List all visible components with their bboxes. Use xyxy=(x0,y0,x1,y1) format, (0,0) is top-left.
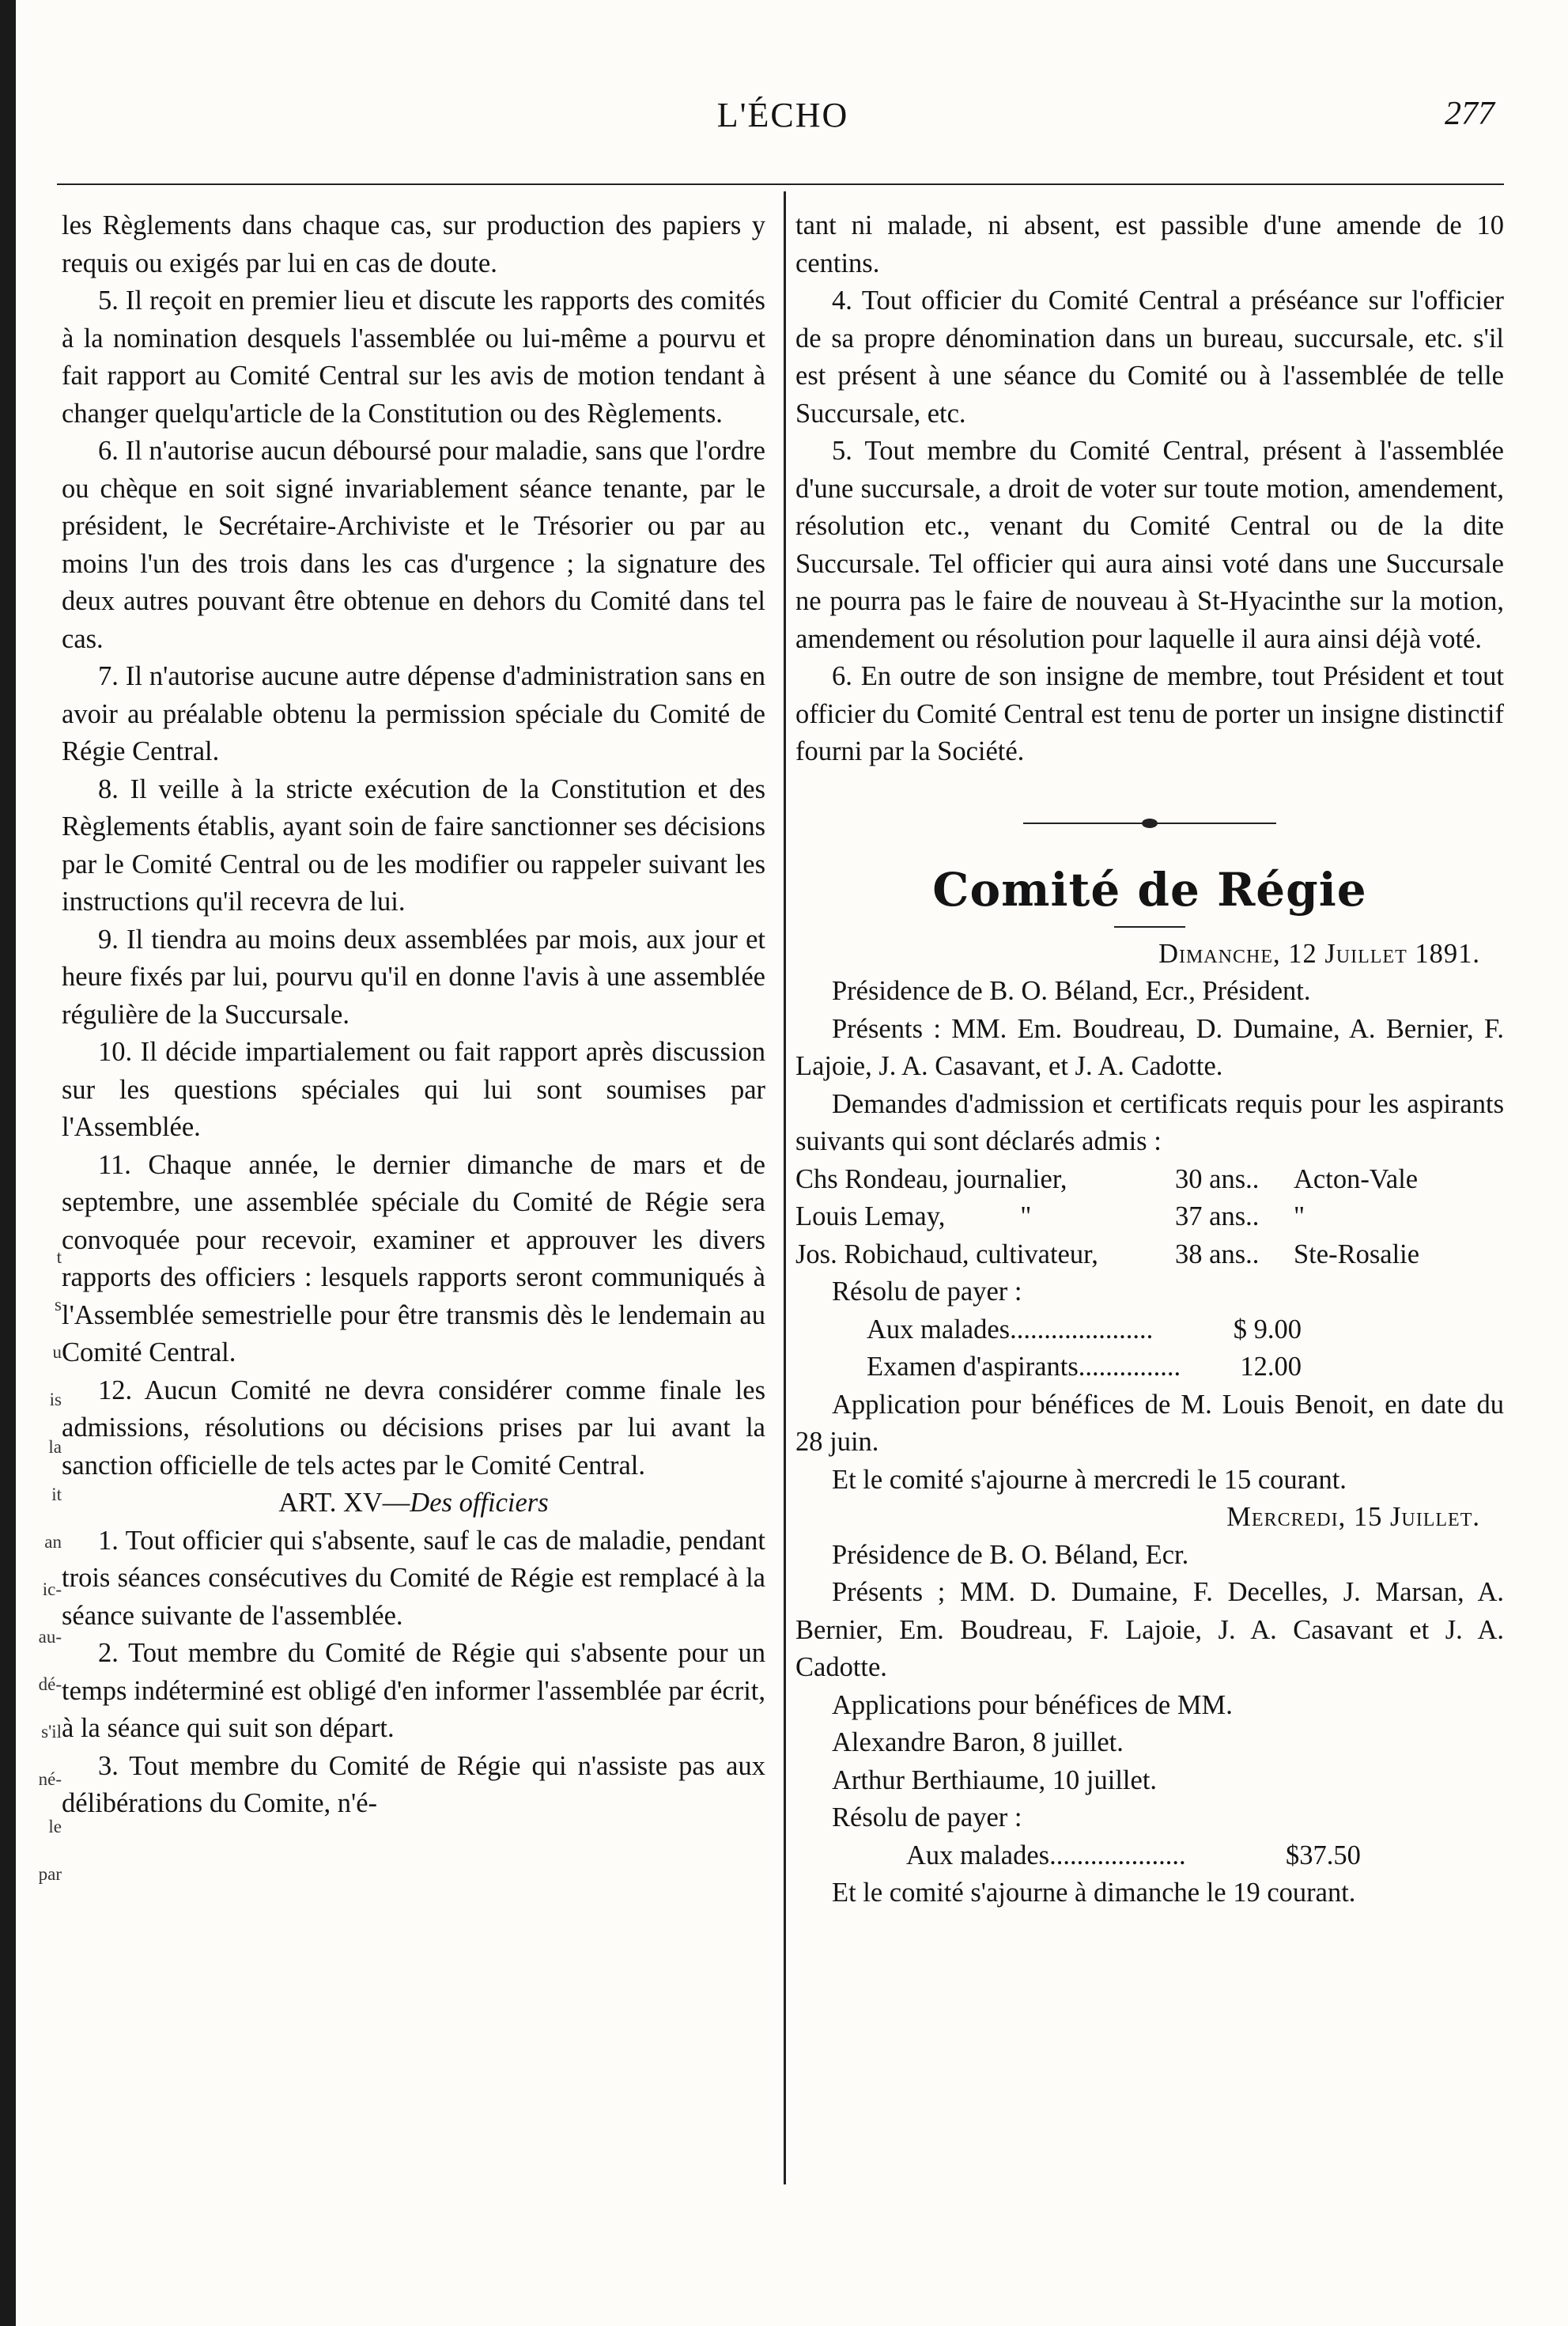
member-name: Jos. Robichaud, cultivateur, xyxy=(795,1239,1098,1269)
meeting-2-presents: Présents ; MM. D. Dumaine, F. Decelles, J. Marsan, A. Bernier, Em. Boudreau, F. Lajoie, J. A. Casavant et J. A. Cadotte. xyxy=(795,1577,1504,1682)
margin-fragment: is xyxy=(49,1390,62,1409)
member-age: 37 ans.. xyxy=(1175,1201,1260,1231)
member-place: " xyxy=(1294,1201,1305,1231)
meeting-2-adjournment: Et le comité s'ajourne à dimanche le 19 courant. xyxy=(832,1878,1356,1908)
article-clause-6: 6. Il n'autorise aucun déboursé pour maladie, sans que l'ordre ou chèque en soit signé invariablement séance tenante, par le président, le Secrétaire-Archiviste et le Trésorier ou par au moins l'un des trois dans les cas d'urgence ; la signature des deux autres pouvant être obtenue en dehors du Comité dans tel cas. xyxy=(62,436,765,654)
beneficiary-line: Alexandre Baron, 8 juillet. xyxy=(832,1727,1124,1757)
margin-fragment: né- xyxy=(38,1769,62,1789)
meeting-1-presents: Présents : MM. Em. Boudreau, D. Dumaine, A. Bernier, F. Lajoie, J. A. Casavant, et J. A. Cadotte. xyxy=(795,1013,1504,1081)
meeting-1-adjournment: Et le comité s'ajourne à mercredi le 15 courant. xyxy=(832,1464,1347,1495)
margin-fragment: s xyxy=(55,1295,62,1314)
section-title: Comité de Régie xyxy=(932,862,1367,917)
meeting-2-date: Mercredi, 15 Juillet. xyxy=(1226,1502,1480,1532)
header-rule xyxy=(57,183,1504,185)
payment-item: Examen d'aspirants............... xyxy=(867,1352,1181,1382)
left-margin-bleed-text xyxy=(17,1234,62,2104)
admitted-member-row xyxy=(795,1198,1504,1236)
margin-fragment: an xyxy=(44,1532,62,1552)
section-ornament xyxy=(1023,819,1276,828)
page-binding-edge xyxy=(0,0,16,2326)
article-label: ART. XV— xyxy=(278,1488,410,1518)
meeting-1-application: Application pour bénéfices de M. Louis Benoit, en date du 28 juin. xyxy=(795,1389,1504,1457)
payment-item: Aux malades.................... xyxy=(906,1840,1186,1870)
member-age: 38 ans.. xyxy=(1175,1239,1260,1269)
meeting-2-applications: Applications pour bénéfices de MM. xyxy=(832,1689,1233,1720)
payment-row xyxy=(795,1837,1504,1875)
article-clause-8: 8. Il veille à la stricte exécution de la Constitution et des Règlements établis, ayant soin de faire sanctionner ses décisions par le Comité Central ou de les modifier ou rappeler suivant les instructions qu'il recevra de lui. xyxy=(62,773,765,917)
payment-amount: $37.50 xyxy=(1286,1840,1361,1870)
meeting-1-date: Dimanche, 12 Juillet 1891. xyxy=(1158,938,1480,969)
officers-clause-4: 4. Tout officier du Comité Central a préséance sur l'officier de sa propre dénomination dans un bureau, succursale, etc. s'il est présent à une séance du Comité ou à l'assemblée de telle Succursale, etc. xyxy=(795,286,1504,429)
margin-fragment: it xyxy=(51,1484,62,1504)
margin-fragment: u xyxy=(52,1342,62,1362)
member-age: 30 ans.. xyxy=(1175,1163,1260,1194)
admitted-member-row xyxy=(795,1161,1504,1199)
article-clause-7: 7. Il n'autorise aucune autre dépense d'administration sans en avoir au préalable obtenu la permission spéciale du Comité de Régie Central. xyxy=(62,661,765,766)
meeting-1-resolu: Résolu de payer : xyxy=(832,1276,1022,1307)
officers-clause-6: 6. En outre de son insigne de membre, tout Président et tout officier du Comité Central est tenu de porter un insigne distinctif fourni par la Société. xyxy=(795,661,1504,766)
payment-amount: 12.00 xyxy=(1240,1352,1302,1382)
article-clause-9: 9. Il tiendra au moins deux assemblées par mois, aux jour et heure fixés par lui, pourvu qu'il en donne l'avis à une assemblée régulière de la Succursale. xyxy=(62,924,765,1030)
admitted-member-row xyxy=(795,1236,1504,1274)
officers-clause-2: 2. Tout membre du Comité de Régie qui s'absente pour un temps indéterminé est obligé d'en informer l'assemblée par écrit, à la séance qui suit son départ. xyxy=(62,1638,765,1743)
officers-clause-3: 3. Tout membre du Comité de Régie qui n'assiste pas aux délibérations du Comite, n'é- xyxy=(62,1750,765,1818)
running-title: L'ÉCHO xyxy=(716,96,849,134)
article-heading xyxy=(62,1484,765,1522)
article-clause-12: 12. Aucun Comité ne devra considérer comme finale les admissions, résolutions ou décisions prises par lui avant la sanction officielle de tels actes par le Comité Central. xyxy=(62,1375,765,1481)
left-column xyxy=(62,207,765,1823)
paragraph-continued: les Règlements dans chaque cas, sur production des papiers y requis ou exigés par lui en cas de doute. xyxy=(62,210,765,278)
article-clause-10: 10. Il décide impartialement ou fait rapport après discussion sur les questions spéciales qui lui sont soumises par l'Assemblée. xyxy=(62,1037,765,1142)
officers-clause-1: 1. Tout officier qui s'absente, sauf le cas de maladie, pendant trois séances consécutives du Comité de Régie est remplacé à la séance suivante de l'assemblée. xyxy=(62,1525,765,1631)
meeting-1-presidence: Présidence de B. O. Béland, Ecr., Président. xyxy=(832,976,1311,1006)
meeting-1-demandes: Demandes d'admission et certificats requis pour les aspirants suivants qui sont déclarés admis : xyxy=(795,1088,1504,1156)
title-rule xyxy=(1114,926,1185,928)
meeting-2-resolu: Résolu de payer : xyxy=(832,1802,1022,1832)
margin-fragment: dé- xyxy=(38,1674,62,1694)
payment-row xyxy=(795,1348,1504,1386)
margin-fragment: le xyxy=(48,1817,62,1836)
page-number: 277 xyxy=(1445,96,1494,132)
margin-fragment: au- xyxy=(38,1627,62,1647)
margin-fragment: par xyxy=(38,1864,62,1884)
member-place: Acton-Vale xyxy=(1294,1163,1419,1194)
article-title: Des officiers xyxy=(410,1488,549,1518)
meeting-2-presidence: Présidence de B. O. Béland, Ecr. xyxy=(832,1539,1189,1570)
payment-amount: $ 9.00 xyxy=(1233,1314,1302,1345)
member-name: Chs Rondeau, journalier, xyxy=(795,1163,1067,1194)
beneficiary-line: Arthur Berthiaume, 10 juillet. xyxy=(832,1764,1158,1795)
margin-fragment: ic- xyxy=(42,1579,62,1599)
payment-item: Aux malades..................... xyxy=(867,1314,1154,1345)
column-divider xyxy=(784,191,786,2184)
article-clause-5: 5. Il reçoit en premier lieu et discute les rapports des comités à la nomination desquels l'assemblée ou lui-même a pourvu et fait rapport au Comité Central sur les avis de motion tendant à changer quelqu'article de la Constitution ou des Règlements. xyxy=(62,286,765,429)
margin-fragment: s'il xyxy=(41,1722,62,1742)
member-place: Ste-Rosalie xyxy=(1294,1239,1420,1269)
officers-clause-3-continued: tant ni malade, ni absent, est passible d'une amende de 10 centins. xyxy=(795,210,1504,278)
officers-clause-5: 5. Tout membre du Comité Central, présent à l'assemblée d'une succursale, a droit de voter sur toute motion, amendement, résolution etc., venant du Comité Central ou de la dite Succursale. Tel officier qui aura ainsi voté dans une Succursale ne pourra pas le faire de nouveau à St-Hyacinthe sur la motion, amendement ou résolution pour laquelle il aura ainsi déjà voté. xyxy=(795,436,1504,654)
right-column xyxy=(795,207,1504,1912)
article-clause-11: 11. Chaque année, le dernier dimanche de mars et de septembre, une assemblée spéciale du Comité de Régie sera convoquée pour recevoir, examiner et approuver les divers rapports des officiers : lesquels rapports seront communiqués à l'Assemblée semestrielle pour être transmis dès le lendemain au Comité Central. xyxy=(62,1149,765,1367)
margin-fragment: la xyxy=(48,1437,62,1457)
member-name: Louis Lemay, " xyxy=(795,1201,1032,1231)
page-header xyxy=(71,95,1494,142)
margin-fragment: t xyxy=(56,1247,62,1267)
ornament-center xyxy=(1142,819,1158,828)
payment-row xyxy=(795,1311,1504,1349)
